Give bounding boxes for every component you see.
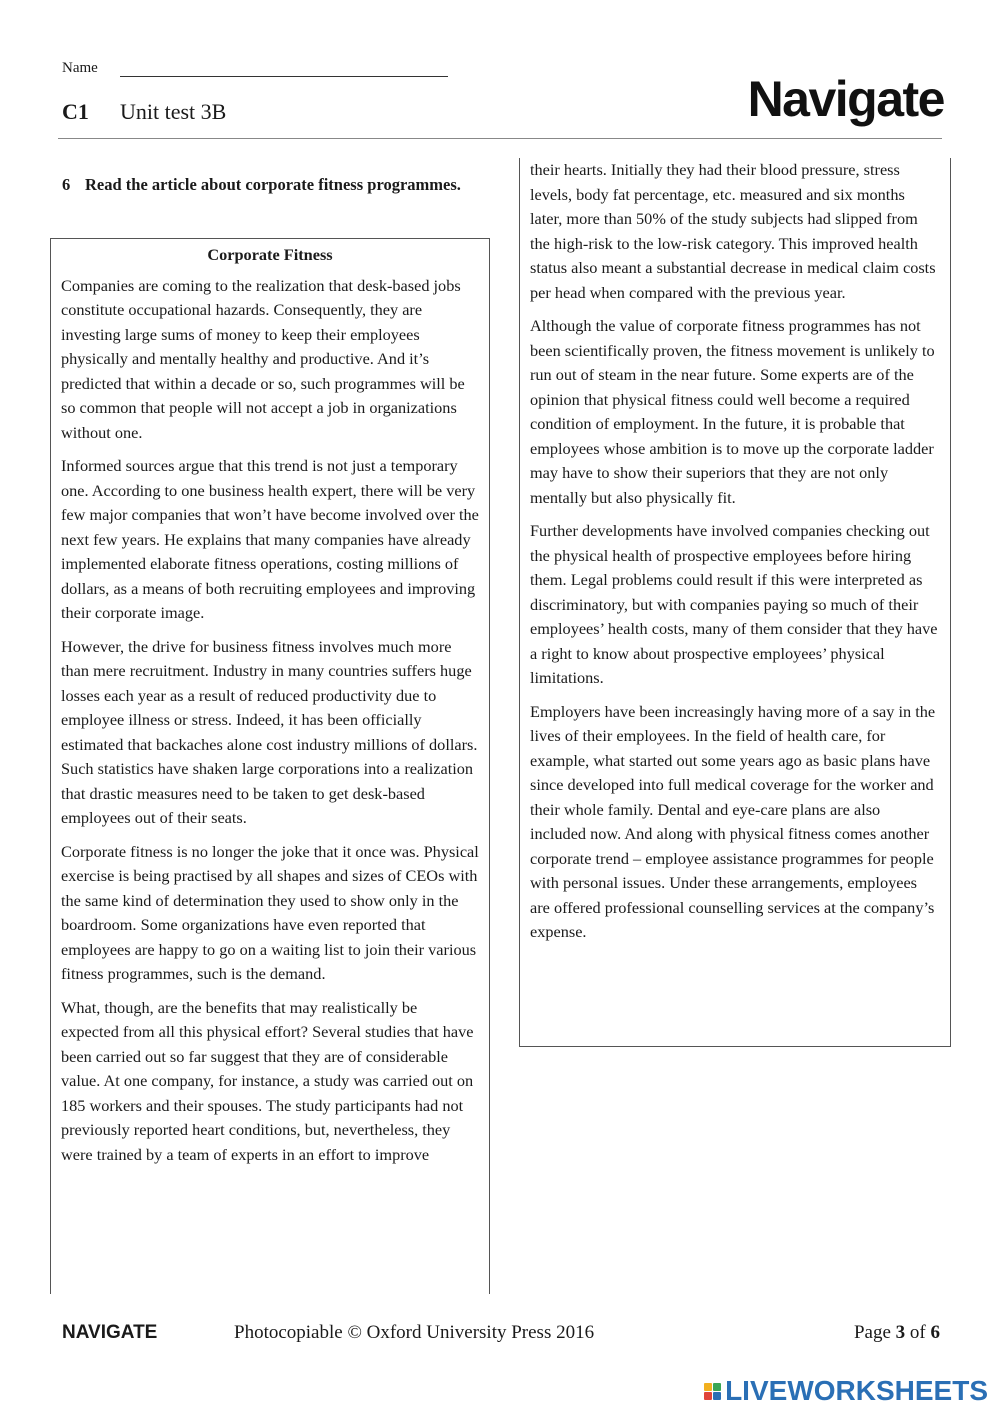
article-paragraph: Although the value of corporate fitness programmes has not been scientifically proven, the fitness movement is unlikely to run out of steam in the near future. Some experts are of the opinion that physical fitness could well become a required condition of employment. In the future, it is probable that employees whose ambition is to move up the corporate ladder may have to show their superiors that they are not only mentally but also physically fit. [530, 316, 935, 507]
question-text: Read the article about corporate fitness programmes. [85, 175, 461, 194]
level-label: C1 [62, 99, 89, 124]
page-total: 6 [930, 1322, 940, 1343]
article-paragraph: However, the drive for business fitness involves much more than mere recruitment. Industry in many countries suffers huge losses each year as a result of reduced productivity due to employee illness or stress. Indeed, it has been officially estimated that backaches alone cost industry millions of dollars. Such statistics have shaken large corporations into a realization that drastic measures need to be taken to get desk-based employees out of their seats. [61, 636, 478, 827]
navigate-logo: Navigate [747, 71, 944, 127]
page-indicator [854, 1322, 940, 1344]
article-title: Corporate Fitness [207, 245, 333, 264]
liveworksheets-text: LIVEWORKSHEETS [725, 1375, 988, 1406]
liveworksheets-watermark [704, 1375, 988, 1407]
unit-title: Unit test 3B [120, 99, 227, 124]
page-word: Page [853, 1322, 891, 1343]
question-number: 6 [62, 175, 71, 194]
header-divider [58, 138, 942, 139]
article-column-left [50, 238, 490, 1294]
article-paragraph: Corporate fitness is no longer the joke that it once was. Physical exercise is being practised by all shapes and sizes of CEOs with the same kind of determination they used to show only in the boardroom. Some organizations have even reported that employees are happy to go on a waiting list to join their various fitness programmes, such is the demand. [61, 841, 479, 983]
liveworksheets-logo-icon [704, 1383, 721, 1400]
question-instruction [62, 172, 462, 197]
page-of: of [909, 1322, 926, 1343]
article-paragraph: What, though, are the benefits that may realistically be expected from all this physical effort? Several studies that have been carried out so far suggest that they are of considerable value. At one company, for instance, a study was carried out on 185 workers and their spouses. The study participants had not previously reported heart conditions, but, nevertheless, they were trained by a team of experts in an effort to improve [61, 997, 474, 1164]
page-current: 3 [895, 1322, 906, 1343]
name-field-line[interactable] [120, 76, 448, 77]
article-paragraph: Further developments have involved companies checking out the physical health of prospective employees before hiring them. Legal problems could result if this were interpreted as discriminatory, but with companies paying so much of their employees’ health costs, many of them consider that they have a right to know about prospective employees’ physical limitations. [530, 521, 938, 687]
name-label: Name [62, 60, 98, 76]
article-paragraph: their hearts. Initially they had their blood pressure, stress levels, body fat percentage, etc. measured and six months later, more than 50% of the study subjects had slipped from the high-risk to the low-risk category. This improved health status also meant a substantial decrease in medical claim costs per head when compared with the previous year. [530, 160, 936, 302]
article-paragraph: Employers have been increasingly having more of a say in the lives of their employees. In the field of health care, for example, what started out some years ago as basic plans have since developed into full medical coverage for the worker and their whole family. Dental and eye-care plans are also included now. And along with physical fitness comes another corporate trend – employee assistance programmes for people with personal issues. Under these arrangements, employees are offered professional counselling services at the company’s expense. [530, 701, 936, 941]
article-paragraph: Companies are coming to the realization that desk-based jobs constitute occupational hazards. Consequently, they are investing large sums of money to keep their employees physically and mentally healthy and productive. And it’s predicted that within a decade or so, such programmes will be so common that people will not accept a job in organizations without one. [61, 275, 465, 442]
footer-brand: NAVIGATE [62, 1322, 158, 1343]
footer-copyright: Photocopiable © Oxford University Press 2016 [234, 1322, 595, 1343]
article-column-right [519, 158, 951, 1047]
article-paragraph: Informed sources argue that this trend is not just a temporary one. According to one business health expert, there will be very few major companies that won’t have become involved over the next few years. He explains that many companies have already implemented elaborate fitness operations, costing millions of dollars, as a means of both recruiting employees and improving their corporate image. [61, 456, 479, 622]
